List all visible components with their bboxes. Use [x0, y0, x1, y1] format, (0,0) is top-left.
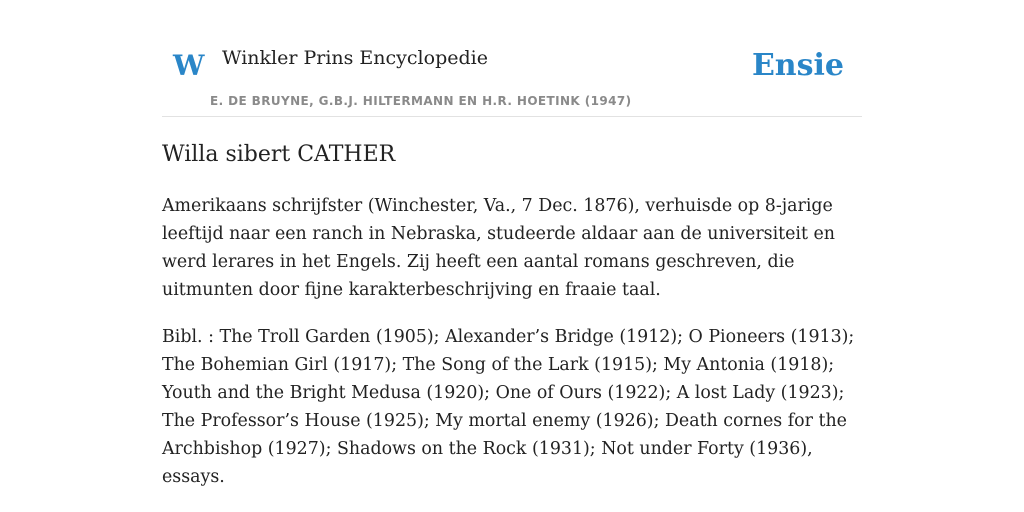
- article-paragraph-bibliography: Bibl. : The Troll Garden (1905); Alexander’s Bridge (1912); O Pioneers (1913); The Bohemian Girl (1917); The Song of the Lark (1915); My Antonia (1918); Youth and the Bright Medusa (1920); One of Ours (1922); A lost Lady (1923); The Professor’s House (1925); My mortal enemy (1926); Death cornes for the Archbishop (1927); Shadows on the Rock (1931); Not under Forty (1936), essays.: [162, 327, 855, 487]
- article: [162, 136, 862, 491]
- source-title-link[interactable]: Winkler Prins Encyclopedie: [222, 47, 488, 69]
- ensie-logo-link[interactable]: Ensie: [751, 48, 844, 83]
- source-header: [162, 30, 862, 117]
- source-logo-icon[interactable]: W: [173, 49, 205, 82]
- article-title: Willa sibert CATHER: [162, 142, 396, 167]
- article-paragraph-description: Amerikaans schrijfster (Winchester, Va., 7 Dec. 1876), verhuisde op 8-jarige leeftijd naar een ranch in Nebraska, studeerde aldaar aan de universiteit en werd lerares in het Engels. Zij heeft een aantal romans geschreven, die uitmunten door fijne karakterbeschrijving en fraaie taal.: [162, 196, 836, 300]
- source-authors: E. DE BRUYNE, G.B.J. HILTERMANN EN H.R. HOETINK (1947): [210, 94, 632, 108]
